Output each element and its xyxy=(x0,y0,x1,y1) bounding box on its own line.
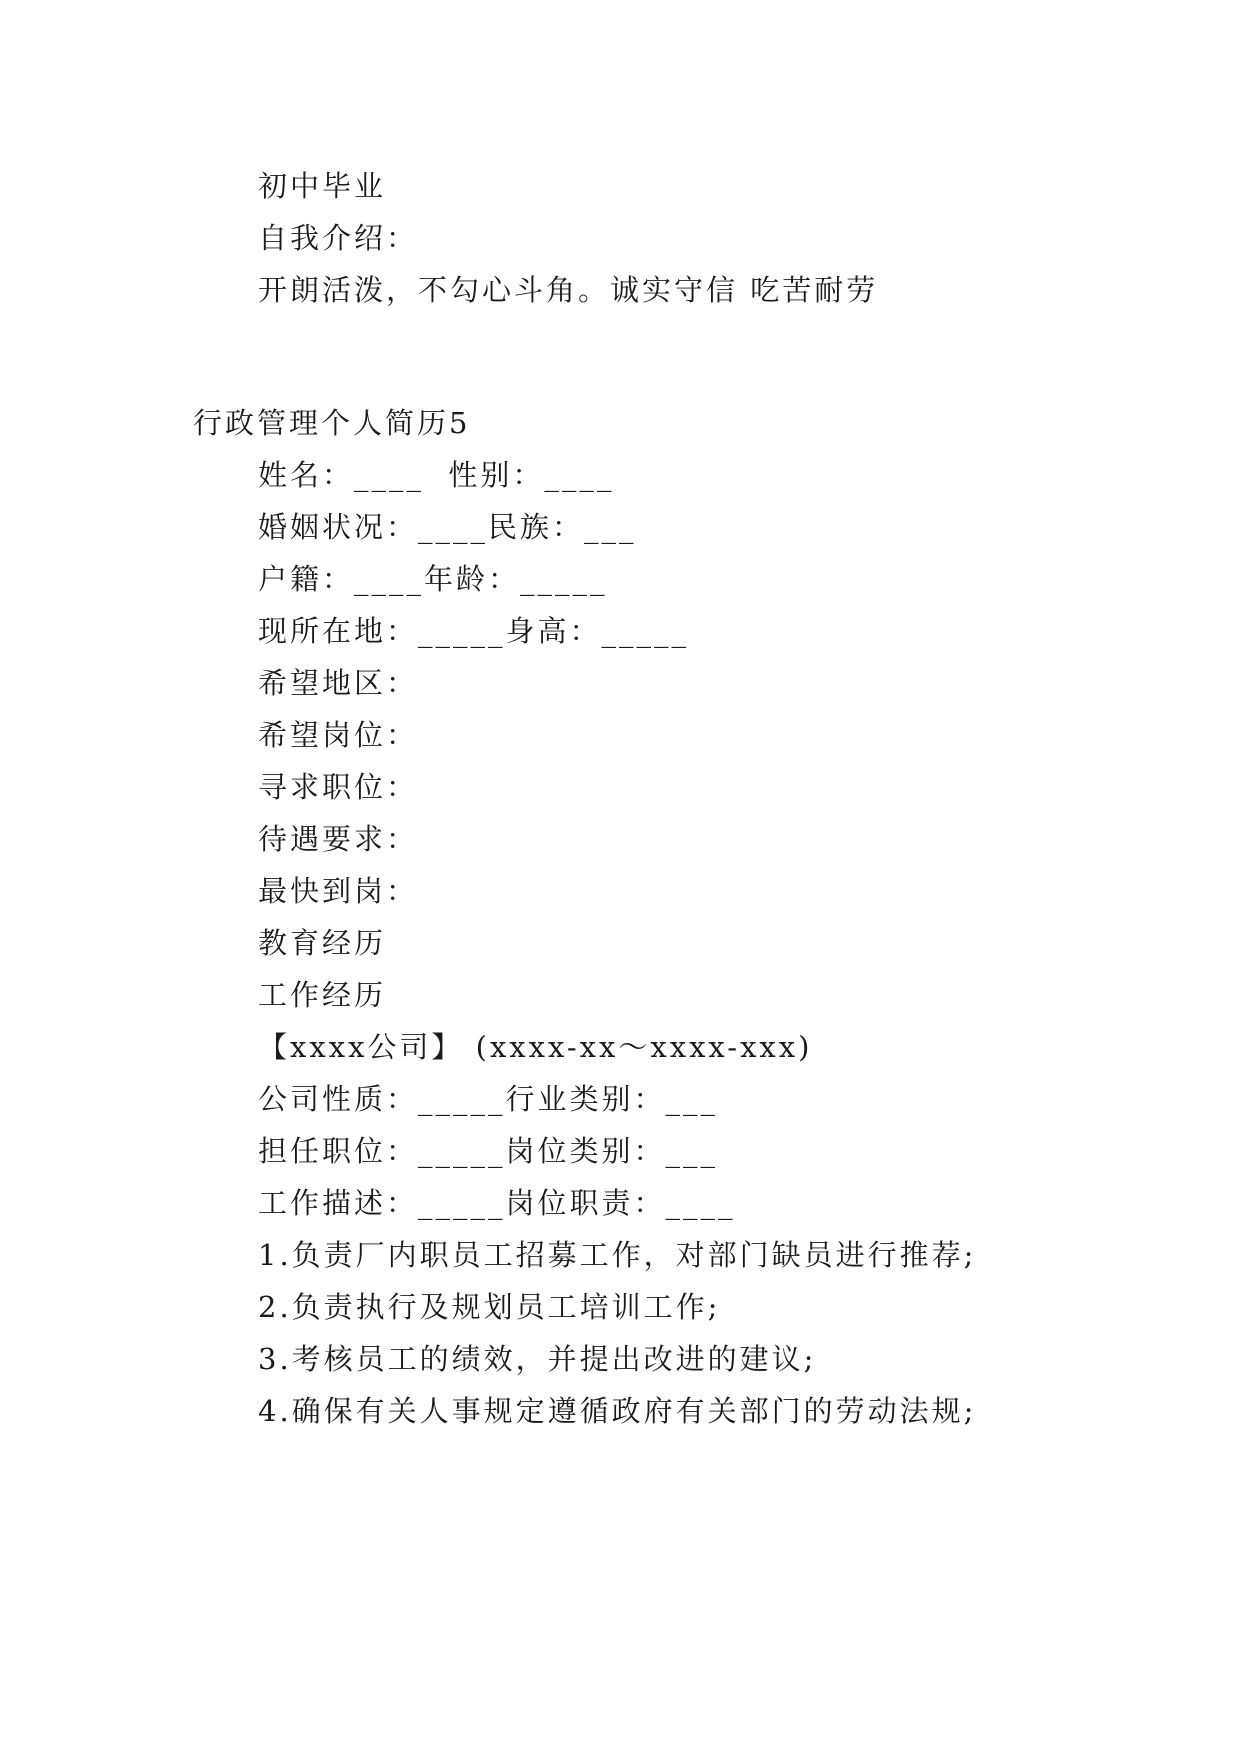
resume-title: 行政管理个人简历5 xyxy=(193,406,471,440)
field-name-gender: 姓名：____ 性别：____ xyxy=(258,458,615,492)
self-intro-text: 开朗活泼，不勾心斗角。诚实守信 吃苦耐劳 xyxy=(258,273,879,307)
field-domicile-age: 户籍：____年龄：_____ xyxy=(258,562,608,596)
field-desired-post: 希望岗位： xyxy=(258,718,419,752)
field-seeking-position: 寻求职位： xyxy=(258,770,419,804)
duty-item: 4.确保有关人事规定遵循政府有关部门的劳动法规; xyxy=(258,1394,977,1428)
field-location-height: 现所在地：_____身高：_____ xyxy=(258,614,690,648)
education-text: 初中毕业 xyxy=(258,169,387,203)
field-salary-requirement: 待遇要求： xyxy=(258,822,419,856)
field-marital-ethnicity: 婚姻状况：____民族：___ xyxy=(258,510,637,544)
field-position-category: 担任职位：_____岗位类别：___ xyxy=(258,1134,719,1168)
section-work-experience: 工作经历 xyxy=(258,978,387,1012)
section-education: 教育经历 xyxy=(258,926,387,960)
duty-item: 1.负责厂内职员工招募工作，对部门缺员进行推荐; xyxy=(258,1238,977,1272)
self-intro-label: 自我介绍： xyxy=(258,221,419,255)
duty-item: 2.负责执行及规划员工培训工作; xyxy=(258,1290,721,1324)
company-entry: 【xxxx公司】 (xxxx-xx～xxxx-xxx) xyxy=(258,1030,813,1064)
field-company-nature-industry: 公司性质：_____行业类别：___ xyxy=(258,1082,719,1116)
field-desired-region: 希望地区： xyxy=(258,666,419,700)
field-earliest-start: 最快到岗： xyxy=(258,874,419,908)
duty-item: 3.考核员工的绩效，并提出改进的建议; xyxy=(258,1342,817,1376)
field-work-description-duties: 工作描述：_____岗位职责：____ xyxy=(258,1186,736,1220)
